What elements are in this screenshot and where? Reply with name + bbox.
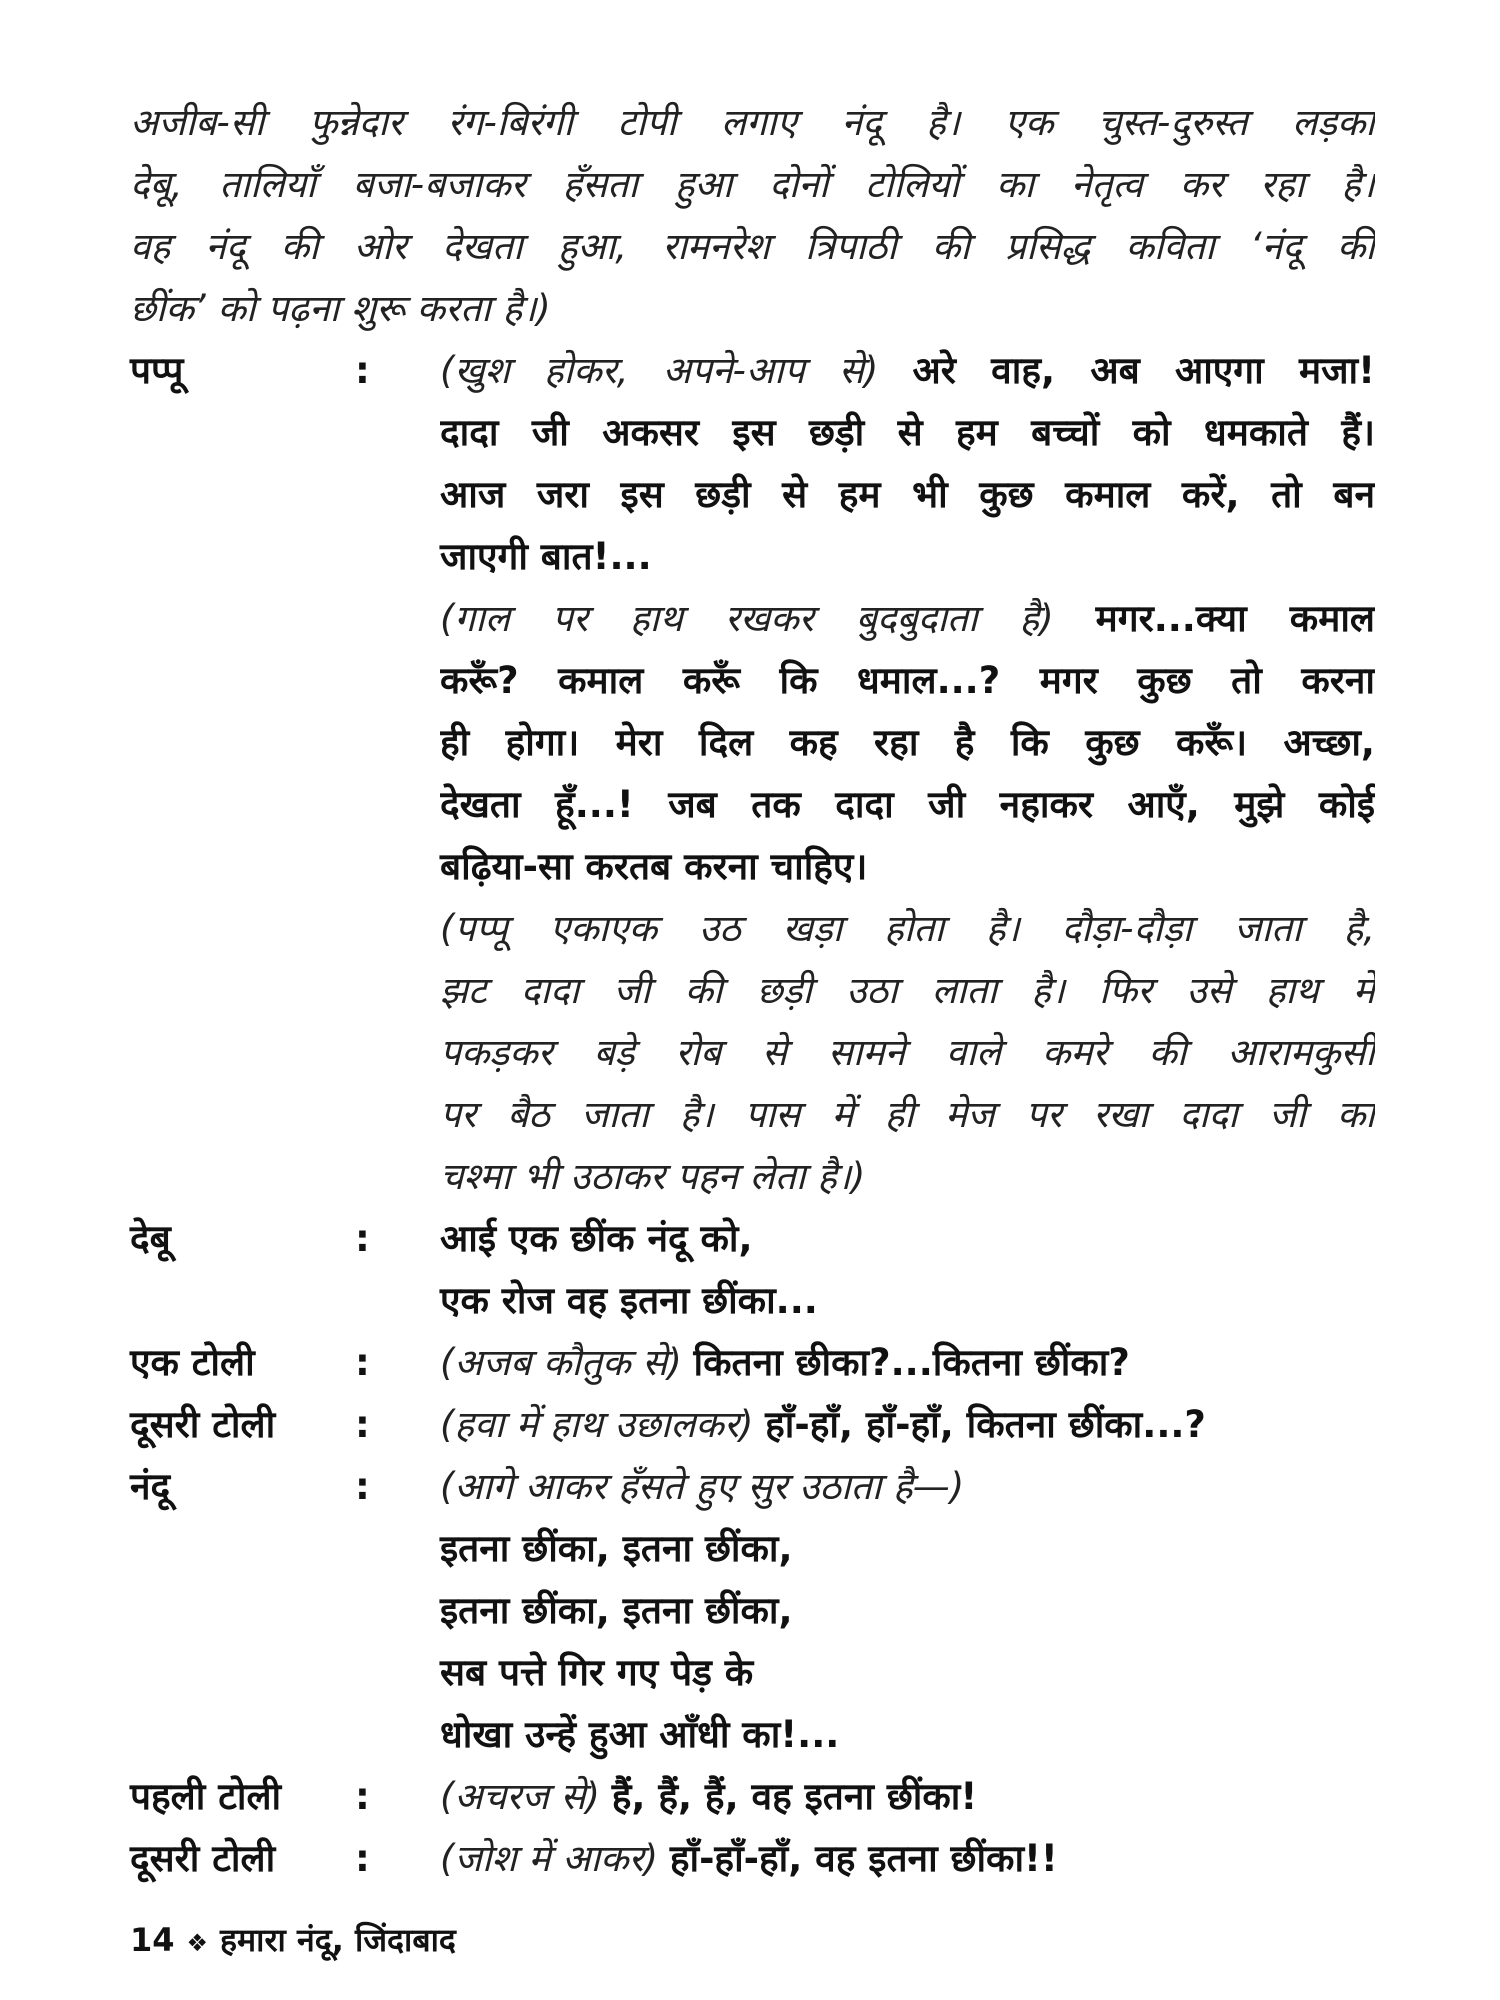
speaker-colon: : <box>355 349 370 392</box>
text-line <box>440 1332 1375 1394</box>
dialogue-text: एक रोज वह इतना छींका... <box>440 1279 818 1322</box>
text-line <box>440 1394 1375 1456</box>
speaker-colon: : <box>355 1837 370 1880</box>
stage-direction: (खुश होकर, अपने-आप से) <box>440 349 913 392</box>
text-line <box>440 1084 1375 1146</box>
speaker-name: एक टोली <box>130 1341 255 1384</box>
text-line <box>440 1022 1375 1084</box>
stage-direction: चश्मा भी उठाकर पहन लेता है।) <box>440 1155 866 1198</box>
text-line <box>440 1642 1375 1704</box>
dialogue-row <box>130 340 1375 1208</box>
stage-direction-intro <box>130 92 1375 340</box>
text-line <box>440 340 1375 402</box>
stage-direction: (गाल पर हाथ रखकर बुदबुदाता है) <box>440 597 1096 640</box>
dialogue-row <box>130 1208 1375 1332</box>
dialogue-text: इतना छींका, इतना छींका, <box>440 1527 793 1570</box>
dialogue-text: मगर...क्या कमाल <box>1095 597 1375 640</box>
stage-direction: अजीब-सी फुन्नेदार रंग-बिरंगी टोपी लगाए नंदू है। एक चुस्त-दुरुस्त लड़का <box>130 101 1375 144</box>
text-line <box>440 1456 1375 1518</box>
speaker-name: दूसरी टोली <box>130 1403 276 1446</box>
dialogue-text: दादा जी अकसर इस छड़ी से हम बच्चों को धमकाते हैं। <box>440 411 1375 454</box>
speaker-colon: : <box>355 1403 370 1446</box>
text-line <box>440 960 1375 1022</box>
stage-direction: (हवा में हाथ उछालकर) <box>440 1403 766 1446</box>
speaker-colon: : <box>355 1341 370 1384</box>
dialogue-text: बढ़िया-सा करतब करना चाहिए। <box>440 845 868 888</box>
dialogue-row <box>130 1332 1375 1394</box>
stage-direction: (अचरज से) <box>440 1775 612 1818</box>
dialogue-text: देखता हूँ...! जब तक दादा जी नहाकर आएँ, मुझे कोई <box>440 783 1375 826</box>
speaker-colon: : <box>355 1465 370 1508</box>
dialogue-row <box>130 1828 1375 1890</box>
text-line <box>440 1828 1375 1890</box>
text-line <box>440 774 1375 836</box>
speaker-name: पहली टोली <box>130 1775 282 1818</box>
book-title: हमारा नंदू, जिंदाबाद <box>220 1921 456 1959</box>
text-line <box>440 1580 1375 1642</box>
stage-direction: (आगे आकर हँसते हुए सुर उठाता है—) <box>440 1465 965 1508</box>
speaker-name: पप्पू <box>130 349 184 392</box>
text-line <box>440 836 1375 898</box>
text-line <box>440 526 1375 588</box>
text-line <box>440 1766 1375 1828</box>
stage-direction: पकड़कर बड़े रोब से सामने वाले कमरे की आरामकुर्सी <box>440 1031 1375 1074</box>
dialogue-body <box>440 1766 1375 1828</box>
text-line <box>130 278 1375 340</box>
dialogue-text: हाँ-हाँ-हाँ, वह इतना छींका!! <box>669 1837 1058 1880</box>
text-line <box>440 1270 1375 1332</box>
dialogue-row <box>130 1394 1375 1456</box>
text-line <box>440 1146 1375 1208</box>
text-line <box>440 588 1375 650</box>
dialogue-text: अरे वाह, अब आएगा मजा! <box>912 349 1375 392</box>
dialogue-body <box>440 1332 1375 1394</box>
text-line <box>130 216 1375 278</box>
text-line <box>440 464 1375 526</box>
dialogue-text: कितना छीका?...कितना छींका? <box>693 1341 1130 1384</box>
page-number: 14 <box>130 1921 175 1959</box>
text-line <box>440 1518 1375 1580</box>
separator-icon: ❖ <box>186 1929 209 1957</box>
stage-direction: (अजब कौतुक से) <box>440 1341 694 1384</box>
text-line <box>440 1208 1375 1270</box>
dialogue-text: हाँ-हाँ, हाँ-हाँ, कितना छींका...? <box>765 1403 1206 1446</box>
dialogue-text: आज जरा इस छड़ी से हम भी कुछ कमाल करें, तो बन <box>440 473 1375 516</box>
stage-direction: (जोश में आकर) <box>440 1837 670 1880</box>
dialogue-row <box>130 1766 1375 1828</box>
speaker-name: देबू <box>130 1217 171 1260</box>
text-line <box>440 712 1375 774</box>
speaker-colon: : <box>355 1217 370 1260</box>
dialogue-text: जाएगी बात!... <box>440 535 652 578</box>
dialogue-body <box>440 1208 1375 1332</box>
dialogue-body <box>440 1394 1375 1456</box>
dialogue-text: ही होगा। मेरा दिल कह रहा है कि कुछ करूँ। अच्छा, <box>440 721 1375 764</box>
stage-direction: देबू, तालियाँ बजा-बजाकर हँसता हुआ दोनों टोलियों का नेतृत्व कर रहा है। <box>130 163 1375 206</box>
stage-direction: पर बैठ जाता है। पास में ही मेज पर रखा दादा जी का <box>440 1093 1375 1136</box>
speaker-name: दूसरी टोली <box>130 1837 276 1880</box>
text-line <box>440 402 1375 464</box>
dialogue-text: इतना छींका, इतना छींका, <box>440 1589 793 1632</box>
stage-direction: (पप्पू एकाएक उठ खड़ा होता है। दौड़ा-दौड़ा जाता है, <box>440 907 1375 950</box>
dialogue-text: सब पत्ते गिर गए पेड़ के <box>440 1651 754 1694</box>
text-line <box>440 650 1375 712</box>
speaker-colon: : <box>355 1775 370 1818</box>
dialogue-body <box>440 1456 1375 1766</box>
text-line <box>130 92 1375 154</box>
dialogue-list <box>130 340 1375 1890</box>
text-line <box>440 898 1375 960</box>
dialogue-text: धोखा उन्हें हुआ आँधी का!... <box>440 1713 840 1756</box>
dialogue-text: करूँ? कमाल करूँ कि धमाल...? मगर कुछ तो करना <box>440 659 1375 702</box>
page-body <box>130 92 1375 1890</box>
dialogue-body <box>440 1828 1375 1890</box>
stage-direction: वह नंदू की ओर देखता हुआ, रामनरेश त्रिपाठी की प्रसिद्ध कविता ‘नंदू की <box>130 225 1375 268</box>
stage-direction: छींक’ को पढ़ना शुरू करता है।) <box>130 287 551 330</box>
dialogue-row <box>130 1456 1375 1766</box>
dialogue-text: आई एक छींक नंदू को, <box>440 1217 753 1260</box>
text-line <box>130 154 1375 216</box>
dialogue-body <box>440 340 1375 1208</box>
speaker-name: नंदू <box>130 1465 171 1508</box>
text-line <box>440 1704 1375 1766</box>
stage-direction: झट दादा जी की छड़ी उठा लाता है। फिर उसे हाथ में <box>440 969 1375 1012</box>
dialogue-text: हैं, हैं, हैं, वह इतना छींका! <box>611 1775 978 1818</box>
page-footer <box>130 1920 456 1963</box>
